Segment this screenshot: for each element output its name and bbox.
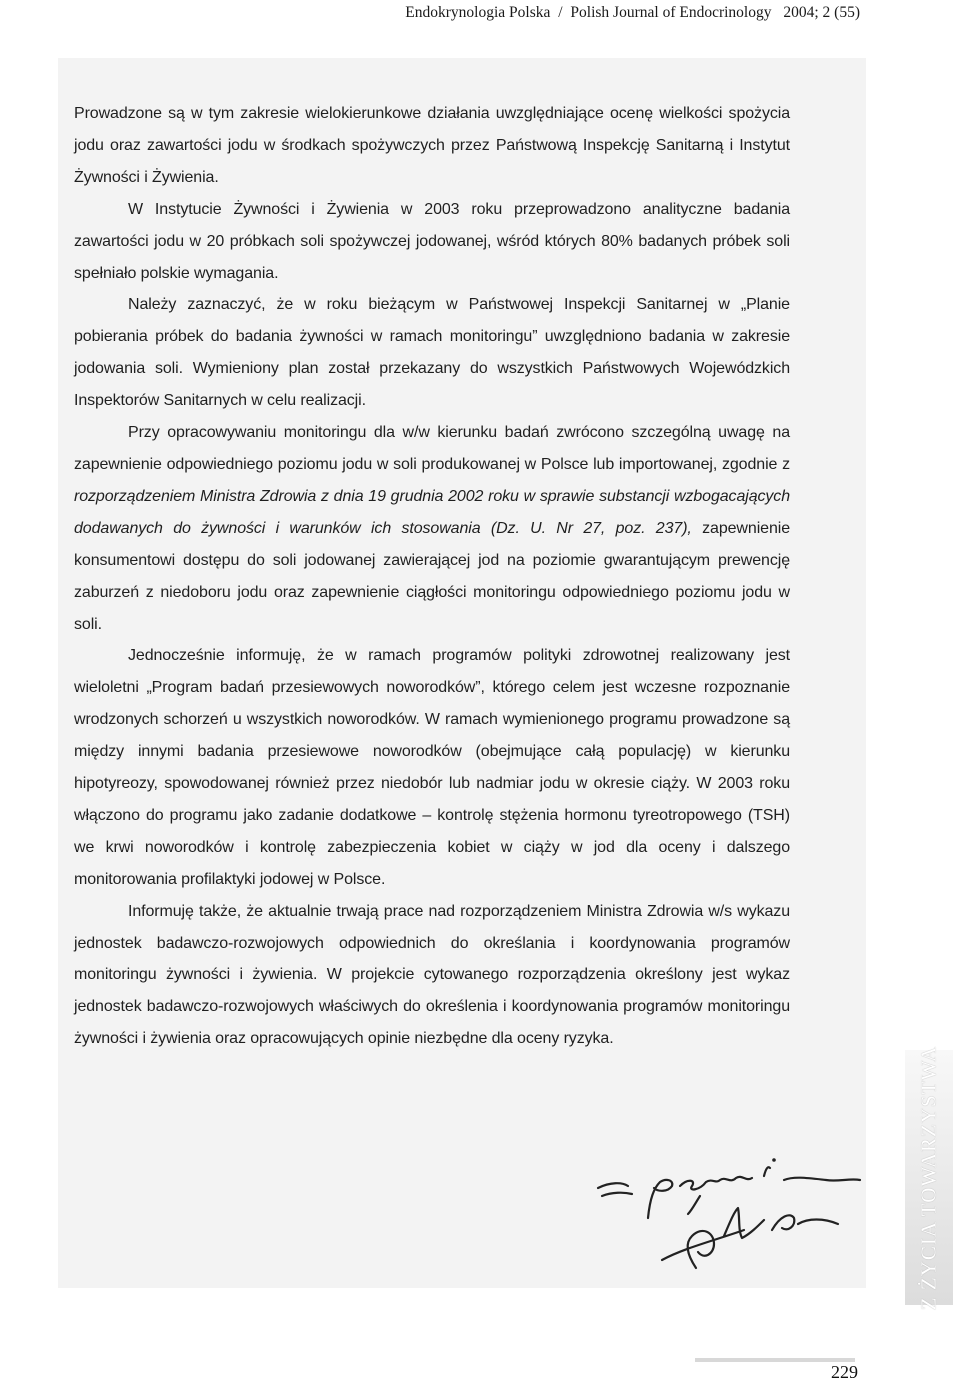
handwritten-signature — [588, 1148, 866, 1278]
paragraph-4-rest: zapewnienie konsumentowi dostępu do soli jodowanej zawierającej jod na poziomie gwarantującym prewencję zaburzeń z niedoboru jodu oraz zapewnienie ciągłości monitoringu odpowiedniego poziomu jodu w soli. — [74, 519, 790, 633]
journal-name-en: Polish Journal of Endocrinology — [570, 4, 772, 21]
section-side-tab — [905, 1045, 953, 1310]
scanned-letter — [58, 58, 866, 1288]
paragraph-4-intro: Przy opracowywaniu monitoringu dla w/w kierunku badań zwrócono szczególną uwagę na zapewnienie odpowiedniego poziomu jodu w soli produkowanej w Polsce lub importowanej, zgodnie z — [74, 424, 790, 473]
regulation-citation: rozporządzeniem Ministra Zdrowia z dnia 19 grudnia 2002 roku w sprawie substancji wzbogacających dodawanych do żywności i warunków ich stosowania (Dz. U. Nr 27, poz. 237), — [74, 487, 790, 537]
signature-dot — [772, 1158, 776, 1162]
journal-volume: 2 (55) — [822, 4, 860, 21]
letter-paragraph-4 — [74, 417, 790, 640]
page-number: 229 — [831, 1362, 858, 1382]
section-label: Z ŻYCIA TOWARZYSTWA — [916, 1045, 941, 1310]
letter-paragraph-3: Należy zaznaczyć, że w roku bieżącym w Państwowej Inspekcji Sanitarnej w „Planie pobierania próbek do badania żywności w ramach monitoringu” uwzględniono badania w zakresie jodowania soli. Wymieniony plan został przekazany do wszystkich Państwowych Wojewódzkich Inspektorów Sanitarnych w celu realizacji. — [74, 296, 790, 410]
journal-name-pl: Endokrynologia Polska — [405, 4, 551, 21]
header-separator: / — [558, 4, 563, 21]
letter-paragraph-2: W Instytucie Żywności i Żywienia w 2003 roku przeprowadzono analityczne badania zawartości jodu w 20 próbkach soli spożywczej jodowanej, wśród których 80% badanych próbek soli spełniało polskie wymagania. — [74, 200, 790, 282]
letter-paragraph-5: Jednocześnie informuję, że w ramach programów polityki zdrowotnej realizowany jest wieloletni „Program badań przesiewowych noworodków”, którego celem jest wczesne rozpoznanie wrodzonych schorzeń u wszystkich noworodków. W ramach wymienionego programu prowadzone są między innymi badania przesiewowe noworodków (obejmujące całą populację) w kierunku hipotyreozy, spowodowanej również przez niedobór lub nadmiar jodu w okresie ciąży. W 2003 roku włączono do programu jako zadanie dodatkowe – kontrolę stężenia hormonu tyreotropowego (TSH) we krwi noworodków i kontrolę zabezpieczenia kobiet w ciąży w jod dla oceny i dalszego monitorowania profilaktyki jodowej w Polsce. — [74, 647, 790, 888]
letter-paragraph-1: Prowadzone są w tym zakresie wielokierunkowe działania uwzględniające ocenę wielkości spożycia jodu oraz zawartości jodu w środkach spożywczych przez Państwową Inspekcję Sanitarną i Instytut Żywności i Żywienia. — [74, 105, 790, 186]
letter-paragraph-6: Informuję także, że aktualnie trwają prace nad rozporządzeniem Ministra Zdrowia w/s wykazu jednostek badawczo-rozwojowych odpowiednich do określania i koordynowania programów monitoringu żywności i żywienia. W projekcie cytowanego rozporządzenia określony jest wykaz jednostek badawczo-rozwojowych właściwych do określenia i koordynowania programów monitoringu żywności i żywienia oraz opracowujących opinie niezbędne dla oceny ryzyka. — [74, 902, 790, 1048]
running-header — [405, 4, 860, 22]
journal-year: 2004; — [783, 4, 819, 21]
letter-body — [74, 98, 790, 1055]
